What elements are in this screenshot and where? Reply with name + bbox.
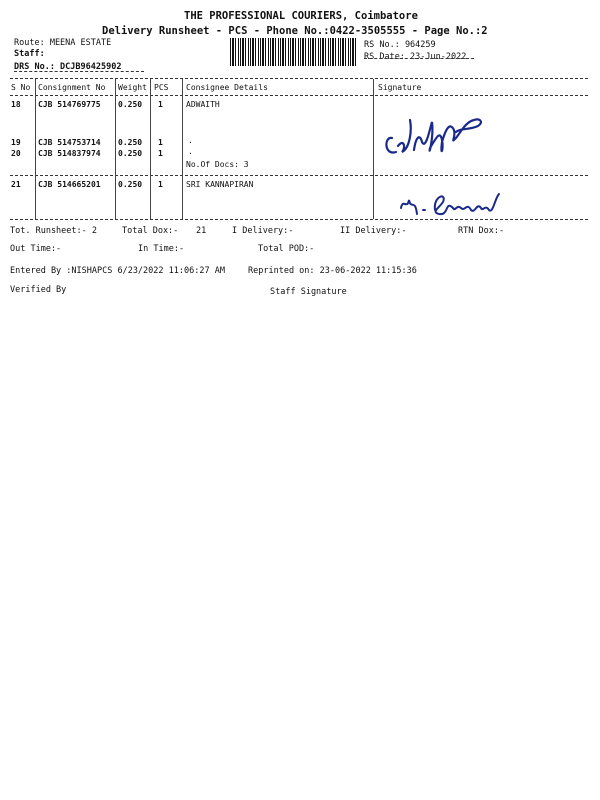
row-weight: 0.250 xyxy=(118,149,143,158)
rs-date: RS Date: 23-Jun-2022 xyxy=(364,52,467,62)
staff-label: Staff: xyxy=(14,49,45,59)
col-consignment: Consignment No xyxy=(38,83,106,92)
row-separator xyxy=(10,175,588,176)
row-consignee: . xyxy=(188,136,193,145)
signature-1 xyxy=(380,108,500,163)
route-label: Route: MEENA ESTATE xyxy=(14,38,112,48)
row-weight: 0.250 xyxy=(118,138,143,147)
tot-runsheet: Tot. Runsheet:- 2 xyxy=(10,226,97,236)
entered-by: Entered By :NISHAPCS 6/23/2022 11:06:27 AM xyxy=(10,266,225,276)
row-consignee: . xyxy=(188,147,193,156)
row-pcs: 1 xyxy=(158,100,163,109)
rs-number: RS No.: 964259 xyxy=(364,40,436,50)
col-weight: Weight xyxy=(118,83,147,92)
barcode xyxy=(230,38,358,66)
row-weight: 0.250 xyxy=(118,180,143,189)
row-sno: 18 xyxy=(11,100,21,109)
row-consignee: ADWAITH xyxy=(186,100,220,109)
signature-2 xyxy=(395,186,515,222)
table-top-rule xyxy=(10,78,588,79)
in-time: In Time:- xyxy=(138,244,185,254)
verified-by: Verified By xyxy=(10,285,67,295)
no-of-docs: No.Of Docs: 3 xyxy=(186,160,249,169)
row-pcs: 1 xyxy=(158,149,163,158)
company-name: THE PROFESSIONAL COURIERS, Coimbatore xyxy=(184,10,418,22)
row-sno: 21 xyxy=(11,180,21,189)
row-pcs: 1 xyxy=(158,180,163,189)
drs-number: DRS No.: DCJB96425902 xyxy=(14,62,122,72)
row-sno: 20 xyxy=(11,149,21,158)
row-weight: 0.250 xyxy=(118,100,143,109)
rtn-dox: RTN Dox:- xyxy=(458,226,505,236)
reprinted-on: Reprinted on: 23-06-2022 11:15:36 xyxy=(248,266,417,276)
staff-signature: Staff Signature xyxy=(270,287,347,297)
table-header-rule xyxy=(10,95,588,96)
row-consignment: CJB 514837974 xyxy=(38,149,101,158)
col-signature: Signature xyxy=(378,83,422,92)
i-delivery: I Delivery:- xyxy=(232,226,294,236)
runsheet-title: Delivery Runsheet - PCS - Phone No.:0422-3505555 - Page No.:2 xyxy=(102,25,488,37)
total-pod: Total POD:- xyxy=(258,244,315,254)
col-pcs: PCS xyxy=(154,83,169,92)
row-consignment: CJB 514753714 xyxy=(38,138,101,147)
ii-delivery: II Delivery:- xyxy=(340,226,407,236)
total-dox-value: 21 xyxy=(196,226,207,236)
col-sno: S No xyxy=(11,83,31,92)
col-consignee: Consignee Details xyxy=(186,83,268,92)
total-dox-label: Total Dox:- xyxy=(122,226,179,236)
row-consignment: CJB 514665201 xyxy=(38,180,101,189)
row-consignment: CJB 514769775 xyxy=(38,100,101,109)
row-consignee: SRI KANNAPIRAN xyxy=(186,180,254,189)
out-time: Out Time:- xyxy=(10,244,62,254)
row-sno: 19 xyxy=(11,138,21,147)
row-pcs: 1 xyxy=(158,138,163,147)
